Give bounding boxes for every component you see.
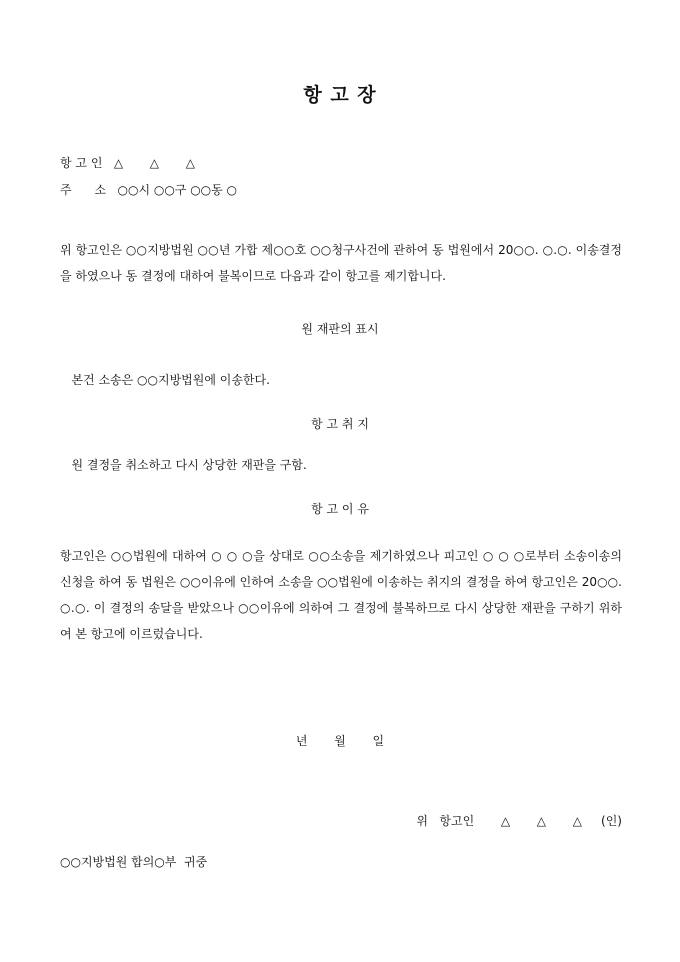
- appeal-reason-paragraph: [60, 543, 622, 647]
- signature-line: 위 항고인 △ △ △ (인): [416, 814, 622, 828]
- document-title: 항 고 장: [303, 84, 377, 106]
- appeal-purpose-text: 원 결정을 취소하고 다시 상당한 재판을 구함.: [60, 458, 307, 472]
- appeal-reason-text: 항고인은 ○○법원에 대하여 ○ ○ ○을 상대로 ○○소송을 제기하였으나 피고인 ○ ○ ○로부터 소송이송의 신청을 하여 동 법원은 ○○이유에 인하여 소송을 ○○법원에 이송하는 취지의 결정을 하여 항고인은 20○○. ○.○. 이 결정의 송달을 받았으나 ○○이유에 의하여 그 결정에 불복하므로 다시 상당한 재판을 구하기 위하여 본 항고에 이르렀습니다.: [60, 549, 622, 641]
- original-judgment-heading: 원 재판의 표시: [301, 322, 379, 336]
- addressee-line: ○○지방법원 합의○부 귀중: [60, 855, 208, 869]
- date-line: 년 월 일: [295, 734, 385, 748]
- intro-text: 위 항고인은 ○○지방법원 ○○년 가합 제○○호 ○○청구사건에 관하여 동 법원에서 20○○. ○.○. 이송결정을 하였으나 동 결정에 대하여 불복이므로 다음과 같이 항고를 제기합니다.: [60, 243, 622, 283]
- appeal-purpose-heading: 항 고 취 지: [311, 417, 369, 431]
- appeal-reason-heading: 항 고 이 유: [311, 502, 369, 516]
- appellant-line: 항 고 인 △ △ △: [60, 156, 195, 170]
- original-judgment-text: 본건 소송은 ○○지방법원에 이송한다.: [60, 373, 270, 387]
- address-line: 주 소 ○○시 ○○구 ○○동 ○: [60, 183, 238, 197]
- intro-paragraph: [60, 237, 622, 289]
